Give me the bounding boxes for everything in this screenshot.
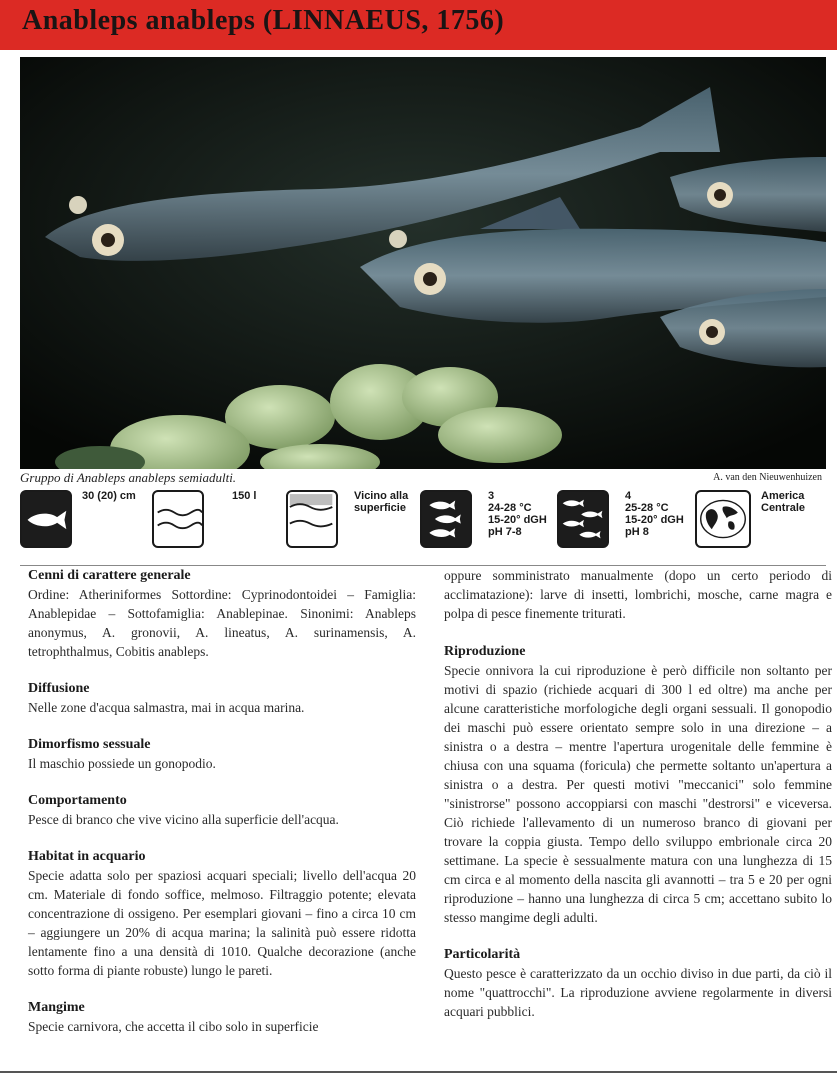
text-mangime-continued: oppure somministrato manualmente (dopo un certo periodo di acclimatazione): larve di insetti, lombrichi, mosche, carne magra e polpa di pesce finemente triturati. [444, 568, 832, 621]
spec-volume-text: 150 l [232, 490, 257, 502]
text-particolarita: Questo pesce è caratterizzato da un occhio diviso in due parti, da ciò il nome "quattrocchi". La riproduzione avviene regolarmente in diversi acquari pubblici. [444, 966, 832, 1019]
heading-comportamento: Comportamento [28, 793, 127, 808]
fish-photo-illustration [20, 57, 826, 469]
page-title: Anableps anableps (LINNAEUS, 1756) [22, 5, 505, 36]
fish-photo [20, 57, 826, 469]
spec-position-line2: superficie [354, 502, 406, 514]
left-column [28, 566, 416, 1054]
heading-cenni: Cenni di carattere generale [28, 568, 191, 583]
spec-group-b [557, 488, 687, 552]
spec-size [20, 488, 150, 552]
text-habitat: Specie adatta solo per spaziosi acquari speciali; livello dell'acqua 20 cm. Materiale di fondo soffice, melmoso. Filtraggio potente; elevata concentrazione di ossigeno. Per esemplari giovani – fino a circa 10 cm – aggiungere un 20% di acqua marina; la salinità può essere ridotta lentamente fino a una densità di 1010. Qualche decorazione (anche sotto forma di piante robuste) lungo le pareti. [28, 868, 416, 978]
text-diffusione: Nelle zone d'acqua salmastra, mai in acqua marina. [28, 700, 305, 715]
spec-group-a [420, 488, 550, 552]
heading-dimorfismo: Dimorfismo sessuale [28, 737, 151, 752]
spec-position-line1: Vicino alla [354, 490, 409, 502]
text-mangime: Specie carnivora, che accetta il cibo solo in superficie [28, 1019, 319, 1034]
heading-habitat: Habitat in acquario [28, 849, 146, 864]
spec-origin-line2: Centrale [761, 502, 806, 514]
heading-particolarita: Particolarità [444, 947, 521, 962]
spec-group-a-ph: pH 7-8 [488, 526, 522, 538]
heading-diffusione: Diffusione [28, 681, 90, 696]
spec-position [286, 488, 416, 552]
title-bar [0, 0, 837, 50]
spec-origin [695, 488, 835, 552]
text-dimorfismo: Il maschio possiede un gonopodio. [28, 756, 216, 771]
text-riproduzione: Specie onnivora la cui riproduzione è però difficile non soltanto per motivi di spazio (richiede acquari di 300 l ed oltre) ma anche per alcune caratteristiche morfologiche degli organi sessuali. Il gonopodio dei maschi può essere orientato sempre solo in una direzione – a sinistra o a destra – mentre l'apertura urogenitale delle femmine è chiusa con una squama (foricula) che permette soltanto un'apertura a sinistra o a destra. Per questi motivi "meccanici" solo femmine "sinistrorse" possono accoppiarsi con maschi "destrorsi" e viceversa. Ciò richiede l'allevamento di un numeroso branco di giovani per trovare la coppia giusta. Tempo dello sviluppo embrionale circa 20 settimane. La specie è sessualmente matura con una lunghezza di 15 cm circa e al momento della nascita gli avannotti – tra 5 e 20 per ogni riproduzione – hanno una lunghezza di circa 5 cm; accettano subito lo stesso mangime degli adulti. [444, 663, 832, 925]
spec-group-b-hardness: 15-20° dGH [625, 514, 684, 526]
spec-size-text: 30 (20) cm [82, 490, 136, 502]
heading-riproduzione: Riproduzione [444, 644, 526, 659]
heading-mangime: Mangime [28, 1000, 85, 1015]
water-surface-icon [286, 490, 338, 548]
spec-group-b-temp: 25-28 °C [625, 502, 669, 514]
spec-group-a-temp: 24-28 °C [488, 502, 532, 514]
world-map-icon [695, 490, 751, 548]
fish-group-icon [420, 490, 472, 548]
photo-caption: Gruppo di Anableps anableps semiadulti. [20, 470, 237, 485]
photo-credit: A. van den Nieuwenhuizen [713, 472, 822, 483]
spec-origin-line1: America [761, 490, 805, 502]
text-comportamento: Pesce di branco che vive vicino alla superficie dell'acqua. [28, 812, 339, 827]
spec-group-a-hardness: 15-20° dGH [488, 514, 547, 526]
bottom-rule [0, 1071, 837, 1073]
spec-group-b-value: 4 [625, 490, 632, 502]
spec-volume [152, 488, 272, 552]
right-column [444, 566, 832, 1039]
spec-group-a-value: 3 [488, 490, 495, 502]
spec-group-b-ph: pH 8 [625, 526, 649, 538]
aquarium-volume-icon [152, 490, 204, 548]
fish-size-icon [20, 490, 72, 548]
text-cenni: Ordine: Atheriniformes Sottordine: Cyprinodontoidei – Famiglia: Anablepidae – Sottofamiglia: Anablepinae. Sinonimi: Anableps anonymus, A. gronovii, A. lineatus, A. surinamensis, A. tetrophthalmus, Cobitis anableps. [28, 587, 416, 659]
fish-school-icon [557, 490, 609, 548]
